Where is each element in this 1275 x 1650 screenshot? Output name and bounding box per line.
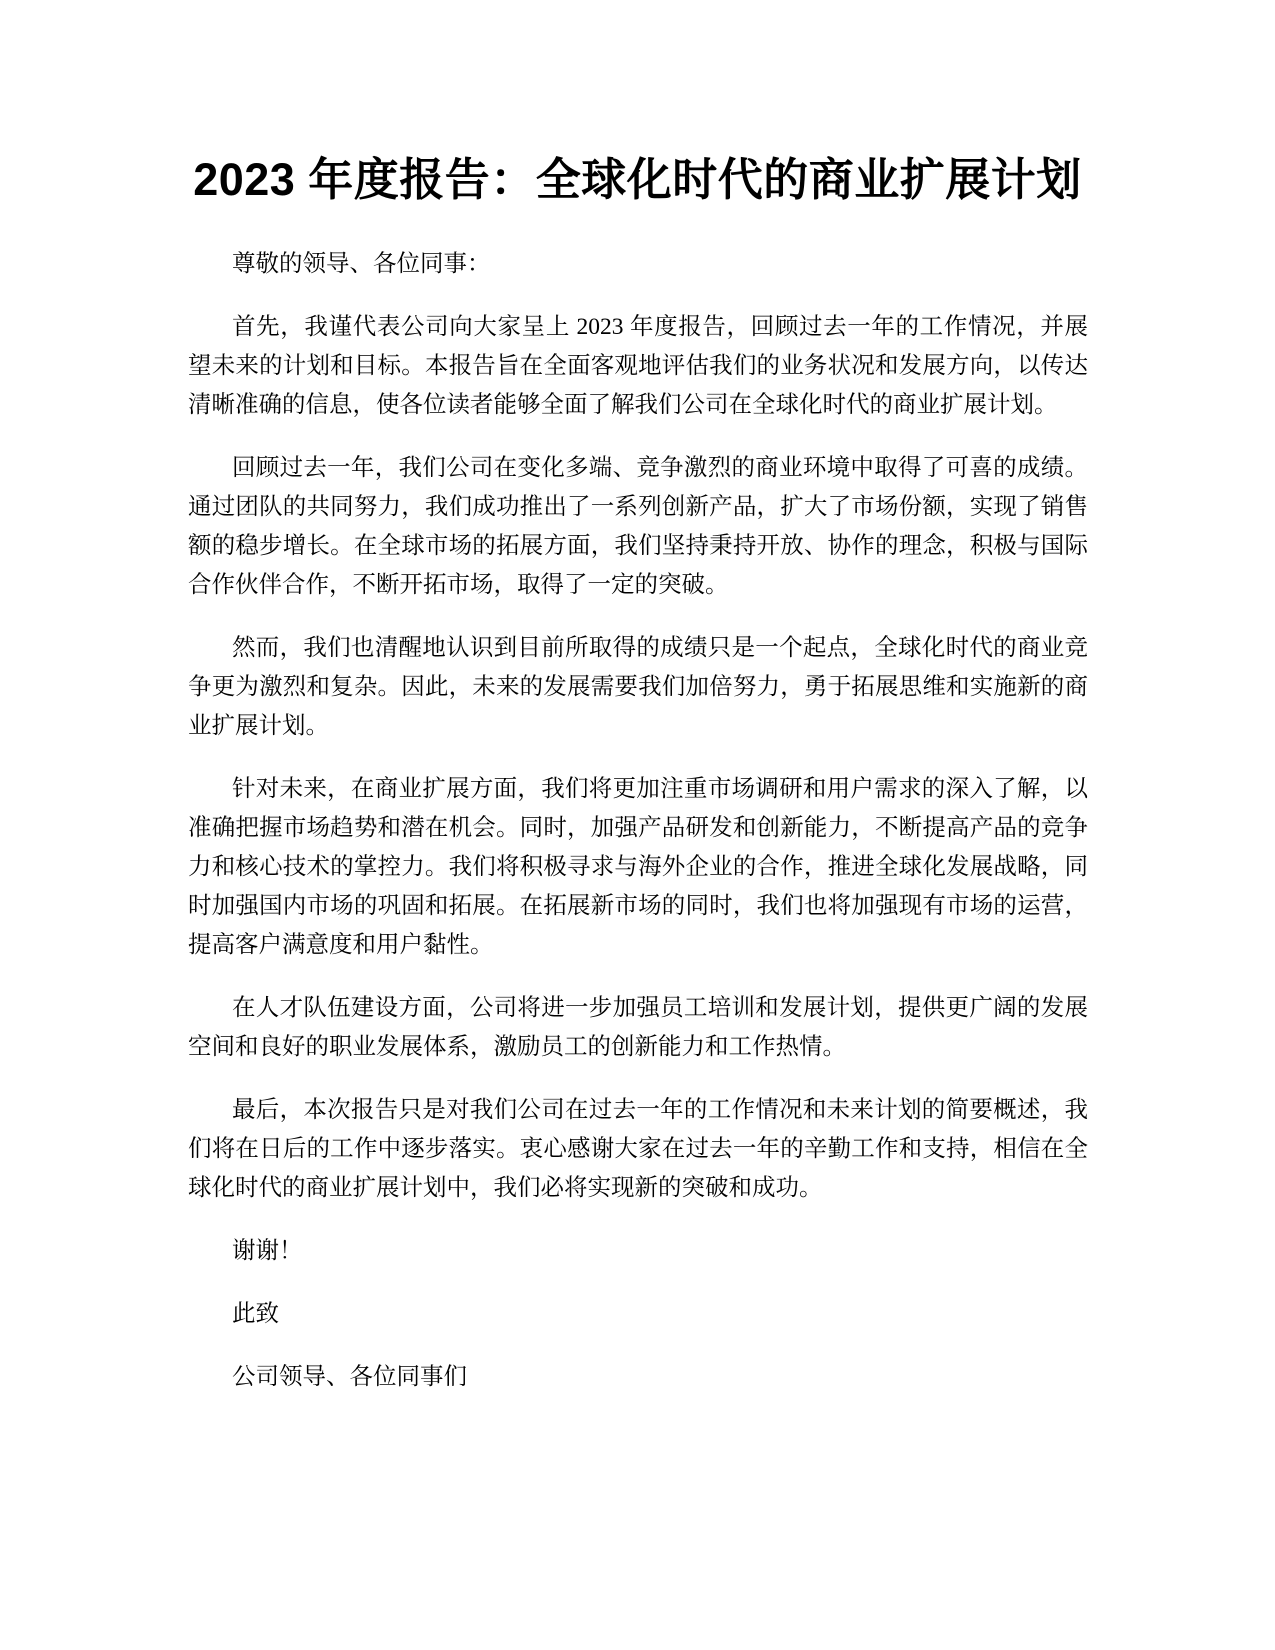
- paragraph-talent: 在人才队伍建设方面，公司将进一步加强员工培训和发展计划，提供更广阔的发展空间和良好的职业发展体系，激励员工的创新能力和工作热情。: [188, 995, 1088, 1060]
- recipients-line: 公司领导、各位同事们: [232, 1364, 467, 1390]
- document-title: 2023 年度报告：全球化时代的商业扩展计划: [193, 154, 1082, 205]
- salutation: 尊敬的领导、各位同事：: [232, 251, 491, 277]
- thanks-line: 谢谢！: [232, 1238, 303, 1264]
- paragraph-review: 回顾过去一年，我们公司在变化多端、竞争激烈的商业环境中取得了可喜的成绩。通过团队的共同努力，我们成功推出了一系列创新产品，扩大了市场份额，实现了销售额的稳步增长。在全球市场的拓展方面，我们坚持秉持开放、协作的理念，积极与国际合作伙伴合作，不断开拓市场，取得了一定的突破。: [188, 455, 1088, 598]
- paragraph-conclusion: 最后，本次报告只是对我们公司在过去一年的工作情况和未来计划的简要概述，我们将在日后的工作中逐步落实。衷心感谢大家在过去一年的辛勤工作和支持，相信在全球化时代的商业扩展计划中，我们必将实现新的突破和成功。: [188, 1097, 1088, 1201]
- paragraph-future-plan: 针对未来，在商业扩展方面，我们将更加注重市场调研和用户需求的深入了解，以准确把握市场趋势和潜在机会。同时，加强产品研发和创新能力，不断提高产品的竞争力和核心技术的掌控力。我们将积极寻求与海外企业的合作，推进全球化发展战略，同时加强国内市场的巩固和拓展。在拓展新市场的同时，我们也将加强现有市场的运营，提高客户满意度和用户黏性。: [188, 776, 1088, 958]
- closing-line: 此致: [232, 1301, 279, 1327]
- document-body: [188, 245, 1088, 1421]
- paragraph-intro: 首先，我谨代表公司向大家呈上 2023 年度报告，回顾过去一年的工作情况，并展望未来的计划和目标。本报告旨在全面客观地评估我们的业务状况和发展方向，以传达清晰准确的信息，使各位读者能够全面了解我们公司在全球化时代的商业扩展计划。: [188, 314, 1088, 418]
- paragraph-challenges: 然而，我们也清醒地认识到目前所取得的成绩只是一个起点，全球化时代的商业竞争更为激烈和复杂。因此，未来的发展需要我们加倍努力，勇于拓展思维和实施新的商业扩展计划。: [188, 635, 1088, 739]
